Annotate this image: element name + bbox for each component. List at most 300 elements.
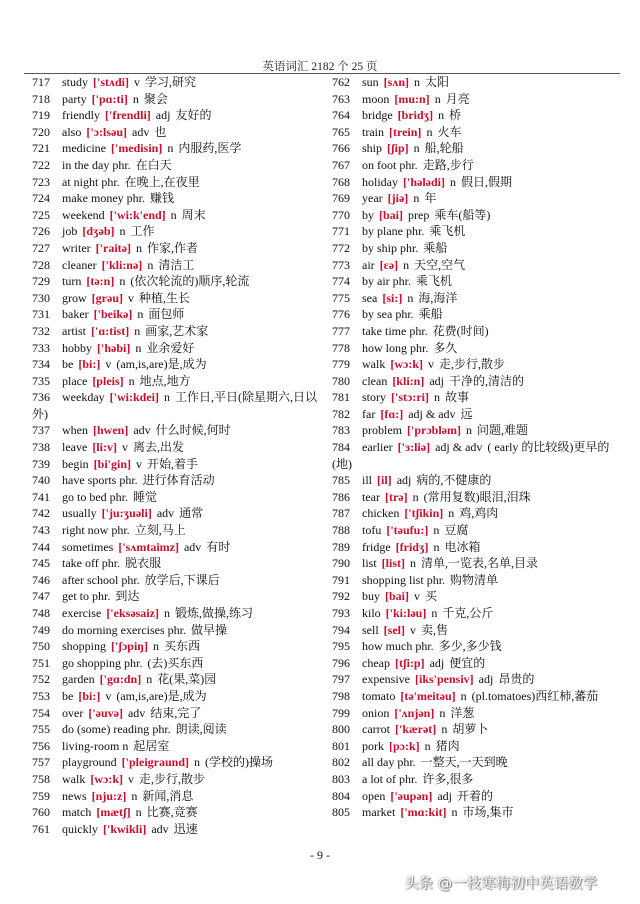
entry-number: 784 bbox=[332, 440, 350, 455]
entry-part-of-speech: n bbox=[152, 639, 159, 654]
entry-number: 771 bbox=[332, 224, 350, 239]
entry-part-of-speech: v bbox=[414, 589, 420, 604]
entry-phonetic: ['əuvə] bbox=[88, 705, 123, 720]
entry-part-of-speech: n bbox=[135, 805, 142, 820]
entry-number: 748 bbox=[32, 606, 50, 620]
entry-part-of-speech: prep bbox=[408, 207, 430, 222]
entry-meaning: 年 bbox=[424, 191, 437, 206]
entry-number: 747 bbox=[32, 589, 50, 604]
entry-phonetic: ['hələdi] bbox=[403, 174, 445, 189]
entry-meaning: 放学后,下课后 bbox=[144, 572, 220, 587]
entry-word: cheap bbox=[362, 655, 390, 670]
entry-word: all day bbox=[362, 755, 395, 770]
vocab-entry bbox=[332, 721, 624, 738]
entry-word: open bbox=[362, 788, 386, 803]
entry-phonetic: ['mɑ:kit] bbox=[400, 805, 447, 820]
entry-number: 720 bbox=[32, 124, 50, 139]
entry-number: 797 bbox=[332, 672, 350, 687]
entry-meaning: 朗读,阅读 bbox=[175, 722, 227, 737]
entry-number: 727 bbox=[32, 240, 50, 255]
entry-part-of-speech: adj bbox=[478, 672, 494, 687]
entry-number: 791 bbox=[332, 572, 350, 587]
vocab-entry bbox=[332, 555, 624, 572]
entry-phonetic: ['pɑ:ti] bbox=[91, 91, 128, 106]
entry-phonetic: [trə] bbox=[384, 489, 408, 504]
entry-meaning: (am,is,are)是,成为 bbox=[116, 688, 207, 703]
entry-part-of-speech: phr. bbox=[410, 340, 429, 355]
entry-part-of-speech: adj bbox=[155, 108, 171, 123]
entry-meaning: 干净的,清洁的 bbox=[449, 373, 525, 388]
entry-word: by air bbox=[362, 274, 390, 289]
entry-number: 754 bbox=[32, 705, 50, 720]
vocab-entry bbox=[32, 174, 324, 191]
entry-part-of-speech: phr. bbox=[101, 556, 121, 571]
entry-word: how long bbox=[362, 340, 407, 355]
entry-part-of-speech: phr. bbox=[392, 274, 411, 289]
entry-part-of-speech: adj bbox=[429, 373, 444, 388]
entry-number: 794 bbox=[332, 622, 350, 637]
entry-meaning: 工作日,平日(除星期六,日以外) bbox=[32, 390, 317, 421]
vocab-entry bbox=[332, 107, 624, 124]
entry-meaning: 面包师 bbox=[148, 307, 185, 322]
entry-word: place bbox=[62, 373, 88, 388]
vocab-entry bbox=[32, 472, 324, 489]
entry-part-of-speech: n bbox=[119, 224, 126, 239]
entry-part-of-speech: phr. bbox=[119, 473, 138, 488]
entry-part-of-speech: v bbox=[127, 771, 134, 786]
entry-word: by plane bbox=[362, 224, 403, 239]
vocab-entry bbox=[332, 306, 624, 323]
vocab-entry bbox=[332, 223, 624, 240]
entry-part-of-speech: n bbox=[412, 489, 419, 504]
entry-meaning: 画家,艺术家 bbox=[145, 323, 209, 338]
entry-word: job bbox=[62, 224, 78, 239]
entry-word: far bbox=[362, 406, 376, 421]
entry-phonetic: ['wi:kdei] bbox=[109, 390, 159, 405]
entry-phonetic: ['təufu:] bbox=[386, 523, 429, 538]
entry-phonetic: [ɛə] bbox=[379, 257, 399, 272]
entry-phonetic: [sel] bbox=[383, 622, 405, 637]
entry-phonetic: [bai] bbox=[385, 589, 409, 604]
vocab-entry bbox=[332, 738, 624, 755]
vocab-entry bbox=[332, 406, 624, 423]
page-number: - 9 - bbox=[310, 848, 330, 862]
entry-number: 751 bbox=[32, 655, 50, 670]
entry-word: ill bbox=[362, 473, 373, 488]
entry-meaning: 千克,公斤 bbox=[442, 606, 494, 620]
entry-word: hobby bbox=[62, 340, 92, 355]
entry-part-of-speech: n bbox=[413, 141, 420, 156]
entry-number: 730 bbox=[32, 290, 50, 305]
entry-meaning: 故事 bbox=[444, 390, 469, 405]
vocab-entry bbox=[332, 754, 624, 771]
entry-number: 768 bbox=[332, 174, 350, 189]
entry-number: 793 bbox=[332, 606, 350, 620]
entry-word: medicine bbox=[62, 141, 106, 156]
entry-number: 749 bbox=[32, 622, 50, 637]
vocab-entry bbox=[32, 804, 324, 821]
entry-meaning: 买东西 bbox=[163, 639, 200, 654]
entry-part-of-speech: v bbox=[136, 456, 143, 471]
entry-phonetic: [pɔ:k] bbox=[389, 738, 420, 753]
entry-number: 775 bbox=[332, 290, 350, 305]
entry-phonetic: [fɑ:] bbox=[380, 406, 404, 421]
entry-part-of-speech: n bbox=[451, 805, 458, 820]
vocab-entry bbox=[32, 671, 324, 688]
entry-number: 788 bbox=[332, 523, 350, 538]
vocab-entry bbox=[332, 373, 624, 390]
entry-word: market bbox=[362, 805, 396, 820]
entry-number: 735 bbox=[32, 373, 50, 388]
vocab-entry bbox=[332, 572, 624, 589]
entry-number: 778 bbox=[332, 340, 350, 355]
entry-word: pork bbox=[362, 738, 384, 753]
entry-meaning: 起居室 bbox=[133, 738, 170, 753]
entry-number: 792 bbox=[332, 589, 350, 604]
entry-phonetic: ['wi:k'end] bbox=[109, 207, 166, 222]
entry-meaning: 在晚上,在夜里 bbox=[124, 174, 200, 189]
entry-word: do (some) reading bbox=[62, 722, 150, 737]
entry-part-of-speech: phr. bbox=[399, 157, 418, 172]
entry-phonetic: ['ɜ:liə] bbox=[397, 440, 431, 455]
entry-part-of-speech: adv bbox=[183, 539, 202, 554]
vocab-entry bbox=[32, 422, 324, 439]
entry-word: go shopping bbox=[62, 655, 122, 670]
vocab-entry bbox=[332, 771, 624, 788]
vocab-entry bbox=[332, 804, 624, 821]
entry-part-of-speech: n bbox=[407, 290, 414, 305]
entry-number: 734 bbox=[32, 357, 50, 372]
entry-number: 796 bbox=[332, 655, 350, 670]
entry-number: 777 bbox=[332, 323, 350, 338]
vocab-entry bbox=[332, 140, 624, 157]
entry-word: playground bbox=[62, 755, 117, 770]
entry-meaning: 乘船 bbox=[423, 240, 448, 255]
vocab-entry bbox=[332, 389, 624, 406]
entry-meaning: 鸡,鸡肉 bbox=[459, 506, 499, 521]
entry-part-of-speech: phr. bbox=[121, 572, 140, 587]
entry-meaning: 假日,假期 bbox=[461, 174, 513, 189]
entry-word: living-room bbox=[62, 738, 120, 753]
entry-phonetic: [nju:z] bbox=[91, 788, 127, 803]
entry-meaning: 开着的 bbox=[457, 788, 494, 803]
entry-meaning: 桥 bbox=[449, 108, 462, 123]
vocab-entry bbox=[32, 124, 324, 141]
vocab-entry bbox=[332, 622, 624, 639]
entry-meaning: 迅速 bbox=[173, 821, 198, 836]
entry-number: 740 bbox=[32, 473, 50, 488]
entry-word: leave bbox=[62, 440, 88, 455]
entry-meaning: 结束,完了 bbox=[150, 705, 202, 720]
entry-number: 770 bbox=[332, 207, 350, 222]
entry-number: 753 bbox=[32, 688, 50, 703]
entry-number: 728 bbox=[32, 257, 50, 272]
entry-meaning: 走,步行,散步 bbox=[438, 357, 505, 372]
entry-part-of-speech: v bbox=[410, 622, 416, 637]
entry-phonetic: ['raitə] bbox=[95, 240, 131, 255]
entry-meaning: 什么时候,何时 bbox=[155, 423, 231, 438]
entry-number: 805 bbox=[332, 805, 350, 820]
entry-part-of-speech: n bbox=[434, 91, 441, 106]
entry-phonetic: [si:] bbox=[382, 290, 403, 305]
entry-meaning: 卖,售 bbox=[421, 622, 449, 637]
entry-phonetic: ['həbi] bbox=[97, 340, 131, 355]
entry-phonetic: ['sʌmtaimz] bbox=[118, 539, 179, 554]
entry-word: fridge bbox=[362, 539, 391, 554]
entry-phonetic: ['kli:nə] bbox=[101, 257, 143, 272]
entry-meaning: (pl.tomatoes)西红柿,蕃茄 bbox=[471, 688, 599, 703]
entry-meaning: 锻炼,做操,练习 bbox=[174, 606, 253, 620]
entry-phonetic: [bi'gin] bbox=[93, 456, 132, 471]
entry-meaning: 乘船 bbox=[418, 307, 443, 322]
entry-word: carrot bbox=[362, 722, 390, 737]
vocab-entry bbox=[332, 588, 624, 605]
entry-part-of-speech: adj & adv bbox=[408, 406, 456, 421]
entry-part-of-speech: adj bbox=[437, 788, 452, 803]
entry-word: make money bbox=[62, 191, 124, 206]
entry-number: 789 bbox=[332, 539, 350, 554]
entry-word: usually bbox=[62, 506, 97, 521]
entry-word: exercise bbox=[62, 606, 102, 620]
entry-phonetic: ['prɔbləm] bbox=[407, 423, 461, 438]
entry-part-of-speech: v bbox=[121, 440, 128, 455]
entry-part-of-speech: n bbox=[433, 539, 440, 554]
entry-word: have sports bbox=[62, 473, 117, 488]
entry-word: bridge bbox=[362, 108, 393, 123]
entry-phonetic: [wɔ:k] bbox=[90, 771, 123, 786]
entry-number: 738 bbox=[32, 440, 50, 455]
entry-word: sea bbox=[362, 290, 378, 305]
entry-number: 752 bbox=[32, 672, 50, 687]
entry-number: 732 bbox=[32, 323, 50, 338]
entry-number: 745 bbox=[32, 556, 50, 571]
entry-part-of-speech: n bbox=[450, 174, 456, 189]
entry-word: by bbox=[362, 207, 374, 222]
entry-phonetic: ['stʌdi] bbox=[93, 75, 130, 89]
entry-meaning: (am,is,are)是,成为 bbox=[116, 357, 207, 372]
entry-meaning: 买 bbox=[425, 589, 438, 604]
entry-meaning: 多少,多少钱 bbox=[438, 639, 502, 654]
entry-meaning: (学校的)操场 bbox=[205, 755, 273, 770]
vocab-entry bbox=[332, 240, 624, 257]
vocab-entry bbox=[32, 273, 324, 290]
entry-meaning: 有时 bbox=[206, 539, 231, 554]
entry-word: in the day bbox=[62, 157, 110, 172]
entry-meaning: 内服药,医学 bbox=[178, 141, 242, 156]
entry-number: 755 bbox=[32, 722, 50, 737]
vocab-entry bbox=[332, 323, 624, 340]
vocab-entry bbox=[32, 505, 324, 522]
entry-word: clean bbox=[362, 373, 388, 388]
entry-word: take off bbox=[62, 556, 99, 571]
entry-number: 736 bbox=[32, 390, 50, 405]
entry-part-of-speech: phr. bbox=[426, 572, 446, 587]
entry-part-of-speech: n bbox=[194, 755, 200, 770]
entry-number: 790 bbox=[332, 556, 350, 571]
entry-part-of-speech: n bbox=[431, 606, 438, 620]
vocab-entry bbox=[32, 771, 324, 788]
entry-word: sun bbox=[362, 75, 379, 89]
vocab-entry bbox=[332, 422, 624, 439]
entry-meaning: 清洁工 bbox=[158, 257, 195, 272]
entry-number: 802 bbox=[332, 755, 350, 770]
entry-part-of-speech: n bbox=[448, 506, 455, 521]
entry-number: 762 bbox=[332, 75, 350, 89]
entry-phonetic: [grəu] bbox=[91, 290, 123, 305]
entry-word: be bbox=[62, 357, 74, 372]
entry-word: onion bbox=[362, 705, 390, 720]
vocab-entry bbox=[32, 572, 324, 589]
vocab-entry bbox=[32, 622, 324, 639]
entry-part-of-speech: phr. bbox=[111, 523, 130, 538]
entry-phonetic: [kli:n] bbox=[392, 373, 425, 388]
entry-word: weekday bbox=[62, 390, 105, 405]
entry-word: by ship bbox=[362, 240, 398, 255]
entry-part-of-speech: phr. bbox=[400, 240, 419, 255]
entry-number: 783 bbox=[332, 423, 350, 438]
vocab-entry bbox=[32, 207, 324, 224]
entry-phonetic: [tʃi:p] bbox=[394, 655, 425, 670]
entry-meaning: 市场,集市 bbox=[462, 805, 514, 820]
entry-meaning: 多久 bbox=[433, 340, 458, 355]
entry-word: over bbox=[62, 705, 84, 720]
entry-meaning: 睡觉 bbox=[133, 489, 158, 504]
entry-phonetic: ['eksəsaiz] bbox=[106, 606, 159, 620]
entry-meaning: 天空,空气 bbox=[414, 257, 466, 272]
entry-number: 769 bbox=[332, 191, 350, 206]
entry-meaning: (去)买东西 bbox=[147, 655, 204, 670]
entry-meaning: 花费(时间) bbox=[432, 323, 489, 338]
entry-phonetic: [jiə] bbox=[387, 191, 409, 206]
entry-phonetic: ['əupən] bbox=[390, 788, 433, 803]
entry-number: 758 bbox=[32, 771, 50, 786]
entry-part-of-speech: n bbox=[137, 307, 144, 322]
vocab-entry bbox=[332, 91, 624, 108]
entry-phonetic: [dʒəb] bbox=[82, 224, 115, 239]
entry-meaning: 友好的 bbox=[175, 108, 212, 123]
entry-number: 731 bbox=[32, 307, 50, 322]
entry-word: expensive bbox=[362, 672, 410, 687]
entry-meaning: (依次轮流的)顺序,轮流 bbox=[130, 274, 250, 289]
entry-part-of-speech: n bbox=[441, 722, 448, 737]
vocab-entry bbox=[332, 290, 624, 307]
vocab-entry bbox=[332, 74, 624, 91]
entry-number: 723 bbox=[32, 174, 50, 189]
entry-word: story bbox=[362, 390, 386, 405]
entry-meaning: 周末 bbox=[181, 207, 206, 222]
vocab-entry bbox=[332, 539, 624, 556]
vocab-entry bbox=[32, 323, 324, 340]
entry-meaning: 电冰箱 bbox=[444, 539, 481, 554]
entry-part-of-speech: n bbox=[122, 738, 129, 753]
entry-phonetic: ['pleigraund] bbox=[121, 755, 189, 770]
entry-meaning: 购物清单 bbox=[450, 572, 499, 587]
entry-word: be bbox=[62, 688, 74, 703]
vocab-entry bbox=[332, 257, 624, 274]
entry-word: sell bbox=[362, 622, 379, 637]
entry-phonetic: [tə:n] bbox=[86, 274, 115, 289]
vocab-entry bbox=[332, 439, 624, 472]
entry-word: news bbox=[62, 788, 87, 803]
vocab-entry bbox=[32, 821, 324, 838]
entry-word: at night bbox=[62, 174, 99, 189]
entry-word: tomato bbox=[362, 688, 396, 703]
vocab-entry bbox=[32, 456, 324, 473]
vocab-entry bbox=[32, 389, 324, 422]
entry-meaning: 在白天 bbox=[135, 157, 172, 172]
entry-phonetic: ['gɑ:dn] bbox=[99, 672, 142, 687]
vocab-entry bbox=[32, 754, 324, 771]
entry-meaning: 猪肉 bbox=[435, 738, 460, 753]
vocab-entry bbox=[332, 671, 624, 688]
entry-word: on foot bbox=[362, 157, 397, 172]
entry-meaning: 洋葱 bbox=[450, 705, 475, 720]
entry-word: get to bbox=[62, 589, 89, 604]
entry-part-of-speech: v bbox=[128, 290, 134, 305]
entry-number: 761 bbox=[32, 821, 50, 836]
vocab-entry bbox=[332, 273, 624, 290]
entry-part-of-speech: n bbox=[147, 257, 154, 272]
entry-part-of-speech: n bbox=[433, 390, 440, 405]
entry-number: 744 bbox=[32, 539, 50, 554]
entry-part-of-speech: phr. bbox=[92, 589, 111, 604]
vocab-entry bbox=[332, 505, 624, 522]
entry-word: moon bbox=[362, 91, 390, 106]
entry-part-of-speech: n bbox=[413, 191, 420, 206]
vocab-entry bbox=[32, 705, 324, 722]
entry-phonetic: [il] bbox=[377, 473, 392, 488]
entry-number: 772 bbox=[332, 240, 350, 255]
entry-meaning: 工作 bbox=[130, 224, 155, 239]
entry-phonetic: ['ʃɔpiŋ] bbox=[111, 639, 148, 654]
entry-number: 729 bbox=[32, 274, 50, 289]
vocab-entry bbox=[32, 306, 324, 323]
entry-part-of-speech: n bbox=[460, 688, 467, 703]
entry-word: turn bbox=[62, 274, 82, 289]
entry-word: after school bbox=[62, 572, 119, 587]
entry-part-of-speech: n bbox=[135, 340, 142, 355]
entry-phonetic: [hwen] bbox=[93, 423, 129, 438]
entry-phonetic: [bi:] bbox=[78, 688, 101, 703]
vocab-entry bbox=[332, 157, 624, 174]
entry-meaning: 作家,作者 bbox=[146, 240, 198, 255]
entry-meaning: 学习,研究 bbox=[145, 75, 197, 89]
vocab-entry bbox=[32, 107, 324, 124]
entry-phonetic: [trein] bbox=[389, 124, 422, 139]
entry-part-of-speech: v bbox=[105, 357, 112, 372]
entry-word: writer bbox=[62, 240, 91, 255]
entry-meaning: 业余爱好 bbox=[146, 340, 195, 355]
entry-number: 799 bbox=[332, 705, 350, 720]
entry-number: 767 bbox=[332, 157, 350, 172]
entry-part-of-speech: n bbox=[119, 274, 126, 289]
entry-word: sometimes bbox=[62, 539, 114, 554]
vocab-entry bbox=[332, 356, 624, 373]
entry-phonetic: [bridʒ] bbox=[397, 108, 434, 123]
entry-meaning: 地点,地方 bbox=[139, 373, 191, 388]
entry-phonetic: ['ki:ləu] bbox=[385, 606, 427, 620]
vocab-entry bbox=[32, 738, 324, 755]
entry-meaning: 到达 bbox=[115, 589, 140, 604]
entry-part-of-speech: adj bbox=[429, 655, 445, 670]
entry-phonetic: ['ʌnjən] bbox=[394, 705, 435, 720]
entry-word: do morning exercises bbox=[62, 622, 165, 637]
entry-number: 795 bbox=[332, 639, 350, 654]
entry-part-of-speech: phr. bbox=[124, 655, 143, 670]
entry-meaning: 乘车(船等) bbox=[434, 207, 491, 222]
vocab-entry bbox=[332, 705, 624, 722]
entry-number: 756 bbox=[32, 738, 50, 753]
